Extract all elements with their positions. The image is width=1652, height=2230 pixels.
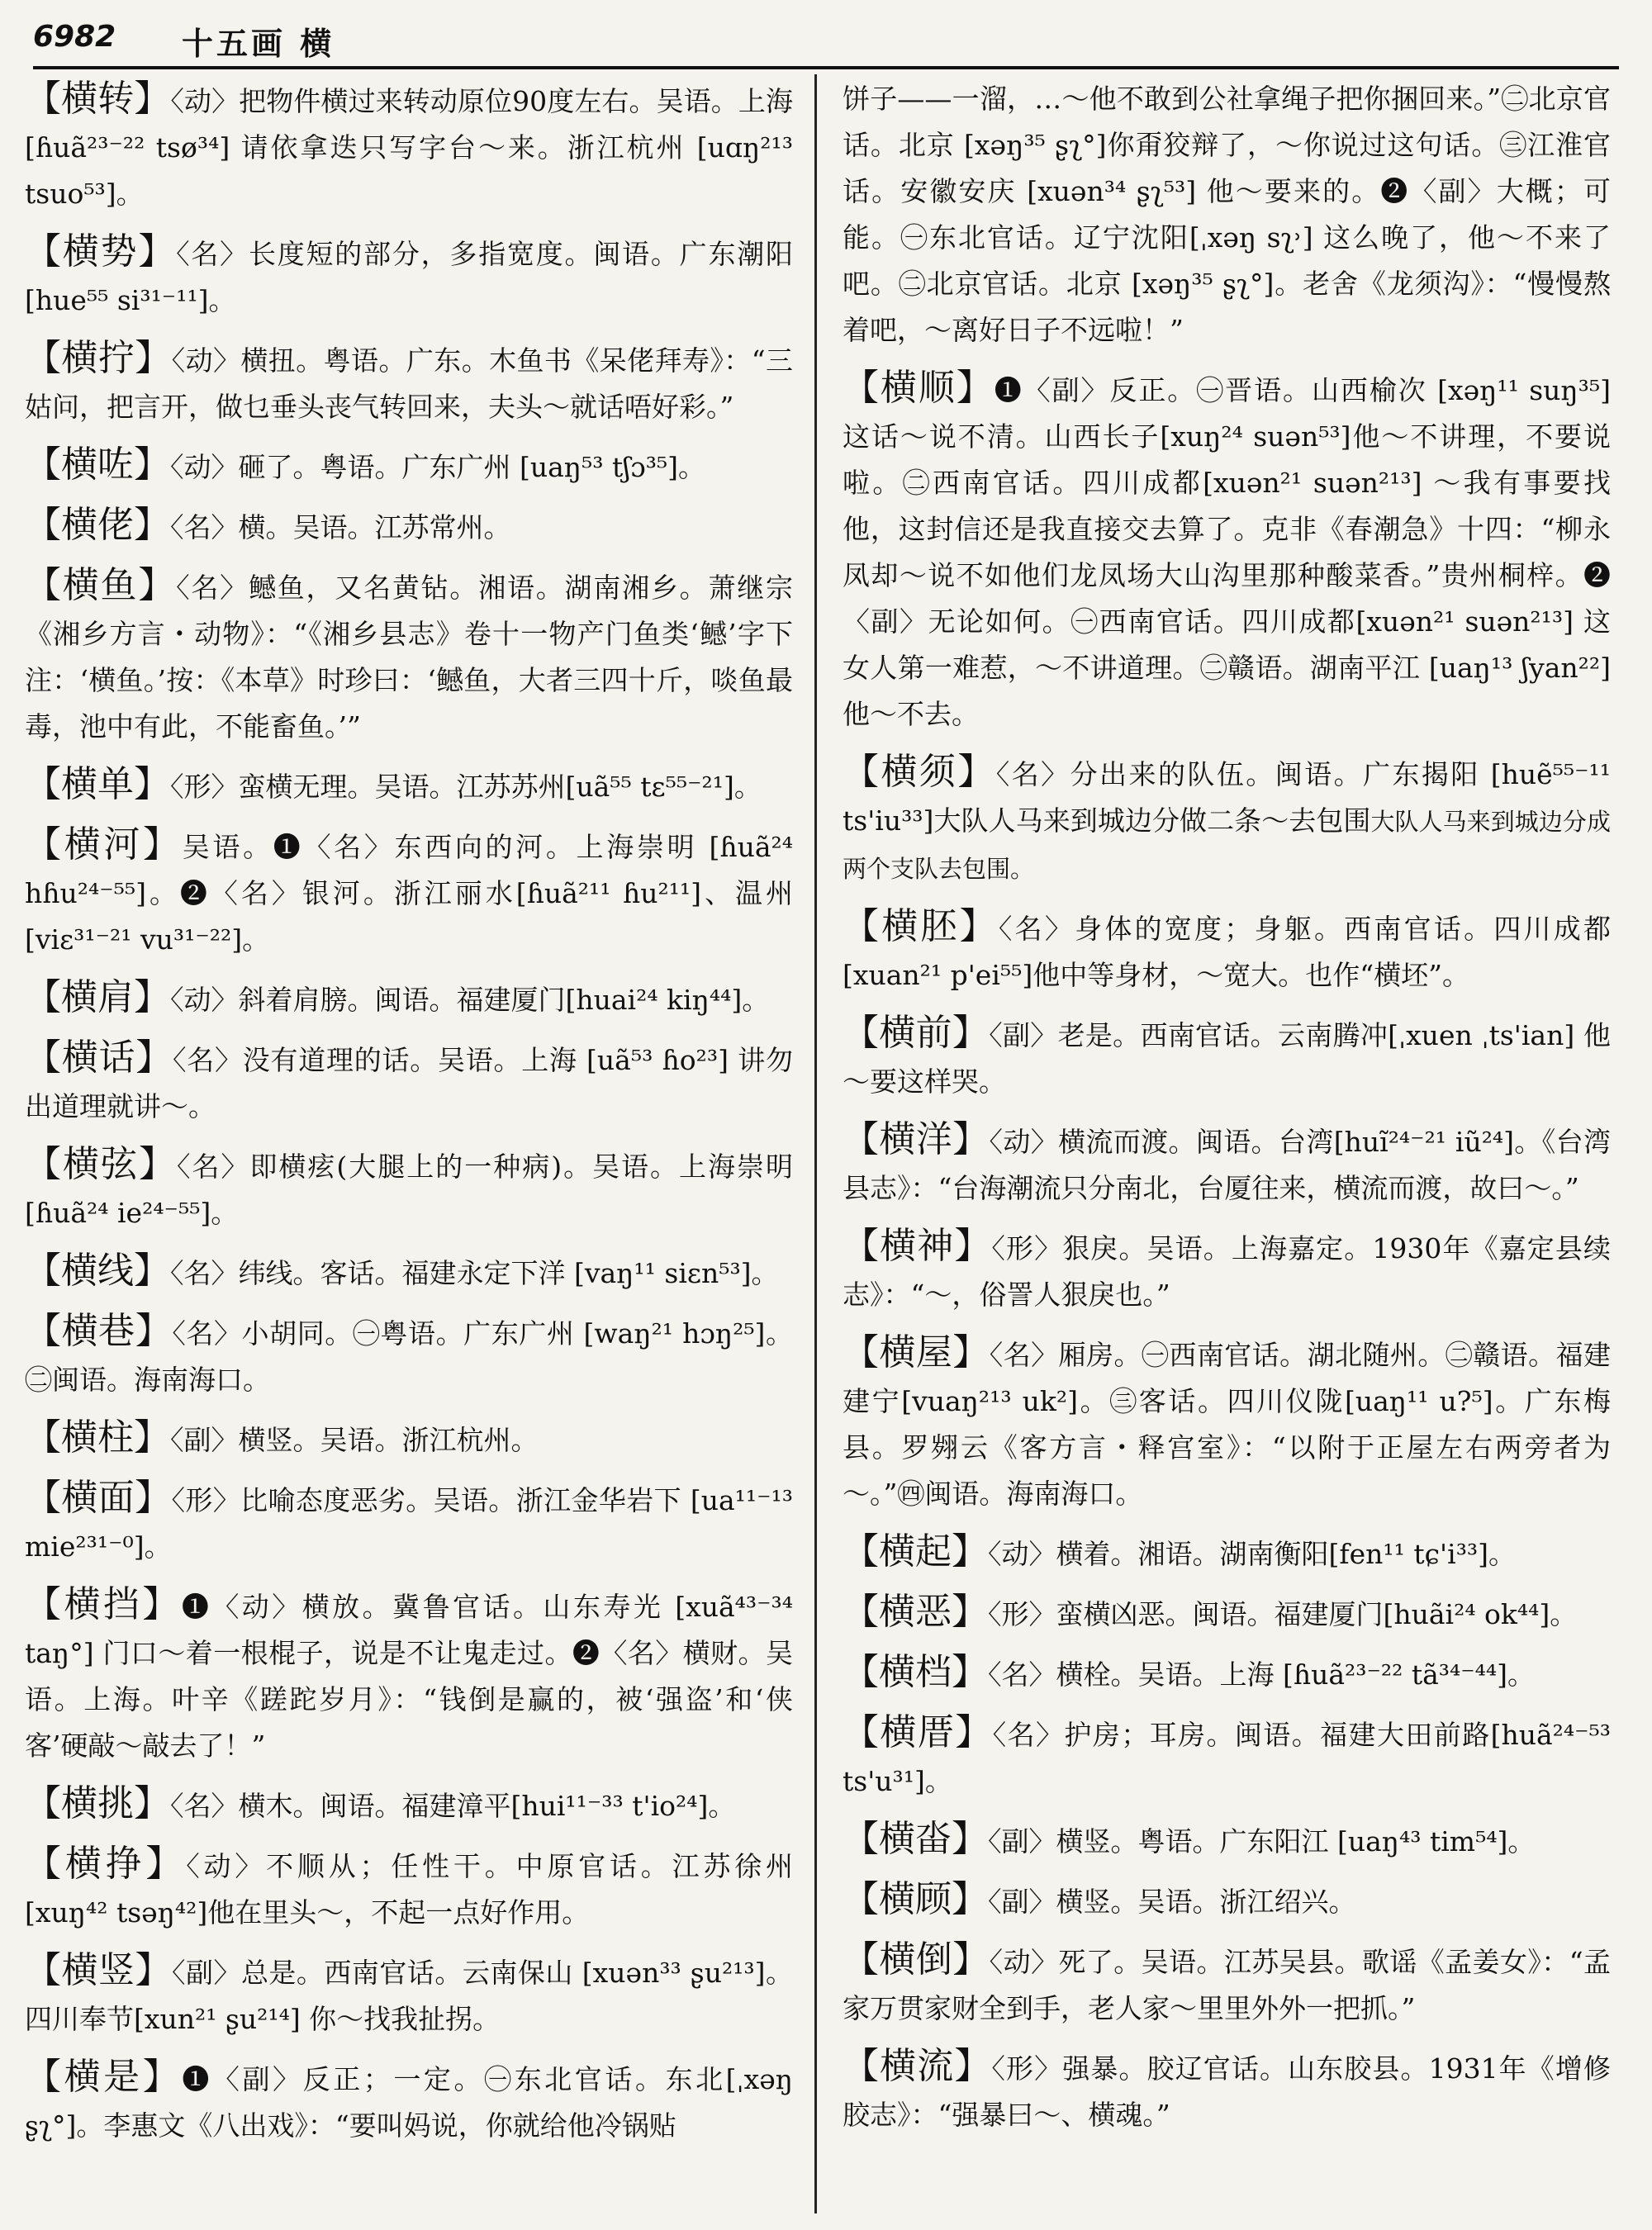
dictionary-entry bbox=[843, 1877, 1611, 1925]
dictionary-entry bbox=[843, 904, 1611, 999]
entry-body: 〈名〉长度短的部分，多指宽度。闽语。广东潮阳 [hue⁵⁵ si³¹⁻¹¹]。 bbox=[25, 238, 793, 316]
headword: 【横单】 bbox=[25, 763, 170, 805]
headword: 【横洋】 bbox=[843, 1118, 990, 1160]
headword: 【横顾】 bbox=[843, 1878, 988, 1920]
headword: 【横前】 bbox=[843, 1012, 990, 1054]
entry-body: 〈形〉强暴。胶辽官话。山东胶县。1931年《增修胶志》：“强暴曰～、横魂。” bbox=[843, 2052, 1611, 2131]
dictionary-entry bbox=[25, 1781, 793, 1829]
headword: 【横起】 bbox=[843, 1530, 988, 1573]
headword: 【横厝】 bbox=[843, 1711, 993, 1753]
dictionary-entry bbox=[25, 2054, 793, 2149]
headword: 【横竖】 bbox=[25, 1949, 172, 1991]
headword: 【横流】 bbox=[843, 2045, 992, 2087]
dictionary-entry bbox=[843, 1649, 1611, 1698]
entry-body: 吴语。❶〈名〉东西向的河。上海崇明 [ɦuã²⁴ hɦu²⁴⁻⁵⁵]。❷〈名〉银河。浙江丽水[ɦuã²¹¹ ɦu²¹¹]、温州 [viɛ³¹⁻²¹ vu³¹⁻²²]。 bbox=[25, 831, 793, 956]
headword: 【横线】 bbox=[25, 1250, 170, 1292]
dictionary-entry bbox=[25, 762, 793, 810]
dictionary-entry bbox=[843, 1937, 1611, 2032]
headword: 【横神】 bbox=[843, 1225, 992, 1267]
headword: 【横河】 bbox=[25, 823, 183, 866]
entry-body: 〈名〉横木。闽语。福建漳平[hui¹¹⁻³³ t'io²⁴]。 bbox=[170, 1790, 736, 1822]
headword: 【横屋】 bbox=[843, 1331, 990, 1374]
dictionary-entry bbox=[25, 442, 793, 491]
dictionary-entry bbox=[843, 2043, 1611, 2138]
headword: 【横须】 bbox=[843, 751, 996, 793]
entry-body: 〈动〉死了。吴语。江苏吴县。歌谣《孟姜女》：“孟家万贯家财全到手，老人家～里里外外一把抓。” bbox=[843, 1946, 1611, 2024]
dictionary-entry bbox=[25, 822, 793, 963]
headword: 【横挣】 bbox=[25, 1843, 187, 1885]
entry-body: 〈副〉横竖。吴语。浙江绍兴。 bbox=[988, 1886, 1356, 1918]
dictionary-entry bbox=[25, 1415, 793, 1464]
entry-body: 〈名〉厢房。㊀西南官话。湖北随州。㊁赣语。福建建宁[vuaŋ²¹³ uk²]。㊂客话。四川仪陇[uaŋ¹¹ u?⁵]。广东梅县。罗翙云《客方言・释宫室》：“以附于正屋左右两旁者为～。”㊃闽语。海南海口。 bbox=[843, 1339, 1611, 1510]
headword: 【横恶】 bbox=[843, 1591, 988, 1633]
entry-body: 饼子——一溜，…～他不敢到公社拿绳子把你捆回来。”㊁北京官话。北京 [xəŋ³⁵ ʂʅ°]你甭狡辩了，～你说过这句话。㊂江淮官话。安徽安庆 [xuən³⁴ ʂʅ⁵³] 他～要来的。❷〈副〉大概；可能。㊀东北官话。辽宁沈阳[ˌxəŋ sʅ˒] 这么晚了，他～不来了吧。㊁北京官话。北京 [xəŋ³⁵ ʂʅ°]。老舍《龙须沟》：“慢慢熬着吧，～离好日子不远啦！” bbox=[843, 83, 1611, 346]
headword: 【横肩】 bbox=[25, 976, 170, 1018]
entry-body: ❶〈副〉反正；一定。㊀东北官话。东北[ˌxəŋ ʂʅ°]。李惠文《八出戏》：“要叫妈说，你就给他冷锅贴 bbox=[25, 2063, 793, 2142]
dictionary-entry bbox=[843, 749, 1611, 892]
entry-body: ❶〈副〉反正。㊀晋语。山西榆次 [xəŋ¹¹ suŋ³⁵] 这话～说不清。山西长子[xuŋ²⁴ suən⁵³]他～不讲理，不要说啦。㊁西南官话。四川成都[xuən²¹ suən²¹³] ～我有事要找他，这封信还是我直接交去算了。克非《春潮急》十四：“柳永凤却～说不如他们龙凤场大山沟里那种酸菜香。”贵州桐梓。❷〈副〉无论如何。㊀西南官话。四川成都[xuən²¹ suən²¹³] 这女人第一难惹，～不讲道理。㊁赣语。湖南平江 [uaŋ¹³ ʃyan²²]他～不去。 bbox=[843, 374, 1611, 730]
headword: 【横势】 bbox=[25, 230, 177, 273]
dictionary-entry bbox=[25, 1308, 793, 1403]
dictionary-entry bbox=[25, 562, 793, 750]
dictionary-entry bbox=[843, 1223, 1611, 1318]
dictionary-entry bbox=[843, 1589, 1611, 1638]
dictionary-entry bbox=[25, 1035, 793, 1130]
entry-body: 〈动〉砸了。粤语。广东广州 [uaŋ⁵³ tʃɔ³⁵]。 bbox=[170, 451, 706, 483]
page-number: 6982 bbox=[33, 20, 116, 54]
headword: 【横顺】 bbox=[843, 367, 995, 409]
entry-body: 〈副〉横竖。粤语。广东阳江 [uaŋ⁴³ tim⁵⁴]。 bbox=[988, 1825, 1536, 1858]
dictionary-entry bbox=[843, 1010, 1611, 1105]
headword: 【横话】 bbox=[25, 1037, 173, 1079]
headword: 【横柱】 bbox=[25, 1416, 170, 1459]
entry-body: 〈副〉老是。西南官话。云南腾冲[ˌxuen ˌts'ian] 他～要这样哭。 bbox=[843, 1019, 1611, 1098]
entry-body: 〈形〉比喻态度恶劣。吴语。浙江金华岩下 [ua¹¹⁻¹³ mie²³¹⁻⁰]。 bbox=[25, 1484, 793, 1563]
dictionary-entry bbox=[25, 1948, 793, 2043]
dictionary-entry bbox=[25, 975, 793, 1023]
entry-body: 〈动〉斜着肩膀。闽语。福建厦门[huai²⁴ kiŋ⁴⁴]。 bbox=[170, 984, 770, 1016]
dictionary-entry bbox=[843, 1330, 1611, 1517]
entry-body: 〈形〉蛮横凶恶。闽语。福建厦门[huãi²⁴ ok⁴⁴]。 bbox=[988, 1598, 1578, 1630]
entry-body: 〈名〉分出来的队伍。闽语。广东揭阳 [huẽ⁵⁵⁻¹¹ ts'iu³³]大队人马来到城边分做二条～去包围 bbox=[843, 758, 1611, 837]
dictionary-entry bbox=[843, 1529, 1611, 1578]
entry-body: 〈名〉身体的宽度；身躯。西南官话。四川成都 [xuan²¹ p'ei⁵⁵]他中等身材，～宽大。也作“横坯”。 bbox=[843, 913, 1611, 991]
dictionary-entry bbox=[25, 335, 793, 430]
entry-body: 〈名〉鳡鱼，又名黄钻。湘语。湖南湘乡。萧继宗《湘乡方言・动物》：“《湘乡县志》卷十一物产门鱼类‘鳡’字下注：‘横鱼。’按：《本草》时珍曰：‘鳡鱼，大者三四十斤，啖鱼最毒，池中有此，不能畜鱼。’” bbox=[25, 572, 793, 743]
dictionary-entry bbox=[843, 1710, 1611, 1805]
dictionary-entry bbox=[25, 1841, 793, 1936]
dictionary-entry bbox=[843, 1816, 1611, 1865]
headword: 【横鱼】 bbox=[25, 564, 177, 606]
entry-body: 〈名〉小胡同。㊀粤语。广东广州 [waŋ²¹ hɔŋ²⁵]。㊁闽语。海南海口。 bbox=[25, 1317, 793, 1396]
entry-body: 〈动〉横扭。粤语。广东。木鱼书《呆佬拜寿》：“三姑问，把言开，做乜垂头丧气转回来，夫头～就话唔好彩。” bbox=[25, 344, 793, 423]
headword: 【横胚】 bbox=[843, 905, 999, 947]
entry-body: 〈名〉护房；耳房。闽语。福建大田前路[huã²⁴⁻⁵³ ts'u³¹]。 bbox=[843, 1719, 1611, 1797]
headword: 【横档】 bbox=[843, 1651, 988, 1693]
headword: 【横倒】 bbox=[843, 1938, 990, 1981]
headword: 【横佬】 bbox=[25, 504, 170, 546]
dictionary-entry bbox=[25, 1582, 793, 1769]
headword: 【横巷】 bbox=[25, 1310, 173, 1352]
entry-body: 〈动〉横流而渡。闽语。台湾[huĩ²⁴⁻²¹ iũ²⁴]。《台湾县志》：“台海潮流只分南北，台厦往来，横流而渡，故曰～。” bbox=[843, 1126, 1611, 1204]
entry-body: 〈形〉狠戾。吴语。上海嘉定。1930年《嘉定县续志》：“～，俗詈人狠戾也。” bbox=[843, 1232, 1611, 1311]
dictionary-entry bbox=[25, 502, 793, 551]
entry-body: 〈名〉纬线。客话。福建永定下洋 [vaŋ¹¹ siɛn⁵³]。 bbox=[170, 1257, 779, 1289]
dictionary-entry bbox=[25, 1248, 793, 1297]
dictionary-entry bbox=[843, 365, 1611, 738]
left-column bbox=[25, 76, 793, 2215]
dictionary-entry bbox=[25, 76, 793, 217]
entry-body: 〈副〉总是。西南官话。云南保山 [xuən³³ ʂu²¹³]。四川奉节[xun²¹ ʂu²¹⁴] 你～找我扯拐。 bbox=[25, 1957, 793, 2035]
headword: 【横面】 bbox=[25, 1477, 172, 1519]
headword: 【横转】 bbox=[25, 78, 171, 120]
entry-body: ❶〈动〉横放。冀鲁官话。山东寿光 [xuã⁴³⁻³⁴ taŋ°] 门口～着一根棍子，说是不让鬼走过。❷〈名〉横财。吴语。上海。叶辛《蹉跎岁月》：“钱倒是赢的，被‘强盗’和‘侠客’硬敲～敲去了！” bbox=[25, 1591, 793, 1762]
entry-gloss: 大队人马来到城边分成两个支队去包围。 bbox=[843, 808, 1611, 883]
dictionary-entry bbox=[25, 229, 793, 324]
headword: 【横咗】 bbox=[25, 444, 170, 486]
entry-body: 〈名〉没有道理的话。吴语。上海 [uã⁵³ ɦo²³] 讲勿出道理就讲～。 bbox=[25, 1044, 793, 1122]
entry-body: 〈名〉即横痃(大腿上的一种病)。吴语。上海崇明[ɦuã²⁴ ie²⁴⁻⁵⁵]。 bbox=[25, 1151, 793, 1229]
entry-body: 〈动〉不顺从；任性干。中原官话。江苏徐州 [xuŋ⁴² tsəŋ⁴²]他在里头～，不起一点好作用。 bbox=[25, 1850, 793, 1929]
section-title: 十五画 横 bbox=[182, 26, 335, 62]
headword: 【横弦】 bbox=[25, 1143, 177, 1185]
right-column bbox=[843, 76, 1611, 2215]
entry-body: 〈名〉横栓。吴语。上海 [ɦuã²³⁻²² tã³⁴⁻⁴⁴]。 bbox=[988, 1658, 1536, 1691]
entry-body: 〈动〉把物件横过来转动原位90度左右。吴语。上海 [ɦuã²³⁻²² tsø³⁴] 请依拿迭只写字台～来。浙江杭州 [uɑŋ²¹³ tsuo⁵³]。 bbox=[25, 85, 793, 210]
page-header bbox=[33, 15, 1619, 64]
headword: 【横拧】 bbox=[25, 337, 172, 379]
headword: 【横是】 bbox=[25, 2056, 183, 2098]
entry-body: 〈副〉横竖。吴语。浙江杭州。 bbox=[170, 1424, 539, 1456]
dictionary-entry-continued bbox=[843, 76, 1611, 353]
entry-body: 〈形〉蛮横无理。吴语。江苏苏州[uã⁵⁵ tɛ⁵⁵⁻²¹]。 bbox=[170, 771, 762, 803]
column-divider bbox=[814, 74, 817, 2213]
headword: 【横畓】 bbox=[843, 1818, 988, 1860]
dictionary-entry bbox=[843, 1117, 1611, 1212]
headword: 【横挑】 bbox=[25, 1782, 170, 1824]
header-rule bbox=[33, 66, 1619, 69]
headword: 【横挡】 bbox=[25, 1583, 182, 1625]
entry-body: 〈名〉横。吴语。江苏常州。 bbox=[170, 511, 511, 543]
dictionary-entry bbox=[25, 1475, 793, 1570]
dictionary-entry bbox=[25, 1141, 793, 1236]
entry-body: 〈动〉横着。湘语。湖南衡阳[fen¹¹ tɕ'i³³]。 bbox=[988, 1538, 1517, 1570]
